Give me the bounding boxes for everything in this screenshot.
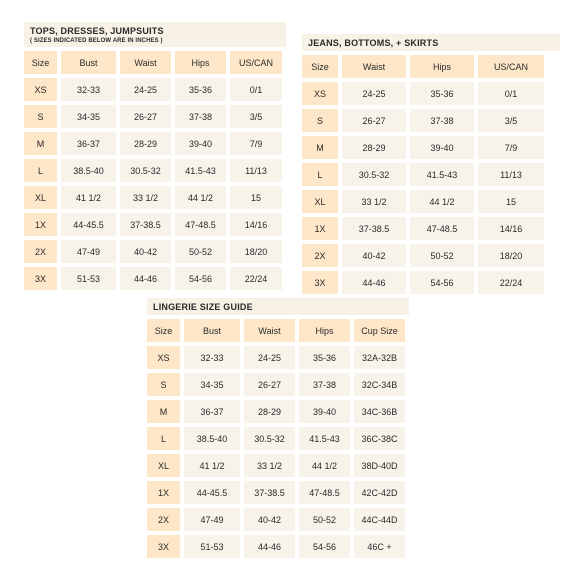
lingerie-table-cell: 32A-32B <box>354 346 405 369</box>
tops-table-cell: 18/20 <box>230 240 282 263</box>
jeans-table-cell: 40-42 <box>342 244 406 267</box>
lingerie-table-cell: 40-42 <box>244 508 295 531</box>
tops-header-cell: US/CAN <box>230 51 282 74</box>
tops-header-cell: Size <box>24 51 57 74</box>
tops-size-label: XL <box>24 186 57 209</box>
jeans-table-cell: 37-38.5 <box>342 217 406 240</box>
jeans-header-cell: Size <box>302 55 338 78</box>
lingerie-header-cell: Size <box>147 319 180 342</box>
jeans-table-cell: 54-56 <box>410 271 474 294</box>
lingerie-table-cell: 51-53 <box>184 535 240 558</box>
lingerie-table-title <box>147 298 409 315</box>
jeans-table-cell: 11/13 <box>478 163 544 186</box>
tops-table-cell: 44-45.5 <box>61 213 116 236</box>
lingerie-size-label: M <box>147 400 180 423</box>
tops-size-label: L <box>24 159 57 182</box>
jeans-size-label: S <box>302 109 338 132</box>
lingerie-table-cell: 36C-38C <box>354 427 405 450</box>
lingerie-table-cell: 38D-40D <box>354 454 405 477</box>
lingerie-table-cell: 28-29 <box>244 400 295 423</box>
tops-table-cell: 14/16 <box>230 213 282 236</box>
lingerie-table-cell: 35-36 <box>299 346 350 369</box>
tops-subtitle: ( SIZES INDICATED BELOW ARE IN INCHES ) <box>30 38 163 44</box>
lingerie-table-cell: 44-45.5 <box>184 481 240 504</box>
lingerie-table-cell: 44C-44D <box>354 508 405 531</box>
lingerie-size-label: S <box>147 373 180 396</box>
jeans-table-cell: 30.5-32 <box>342 163 406 186</box>
lingerie-table-cell: 41.5-43 <box>299 427 350 450</box>
jeans-table-cell: 37-38 <box>410 109 474 132</box>
lingerie-table-cell: 32C-34B <box>354 373 405 396</box>
lingerie-size-label: 2X <box>147 508 180 531</box>
tops-table-title <box>24 22 286 47</box>
tops-table-cell: 32-33 <box>61 78 116 101</box>
lingerie-table-cell: 36-37 <box>184 400 240 423</box>
jeans-size-label: XL <box>302 190 338 213</box>
jeans-table-cell: 14/16 <box>478 217 544 240</box>
tops-table-cell: 15 <box>230 186 282 209</box>
jeans-size-label: 3X <box>302 271 338 294</box>
jeans-table-cell: 15 <box>478 190 544 213</box>
lingerie-header-cell: Cup Size <box>354 319 405 342</box>
lingerie-header-cell: Hips <box>299 319 350 342</box>
lingerie-size-label: XL <box>147 454 180 477</box>
tops-table-cell: 26-27 <box>120 105 171 128</box>
lingerie-table-cell: 33 1/2 <box>244 454 295 477</box>
jeans-table-cell: 47-48.5 <box>410 217 474 240</box>
tops-table-cell: 0/1 <box>230 78 282 101</box>
jeans-size-table <box>302 34 560 294</box>
lingerie-table-cell: 38.5-40 <box>184 427 240 450</box>
lingerie-table-cell: 42C-42D <box>354 481 405 504</box>
jeans-table-cell: 50-52 <box>410 244 474 267</box>
tops-table-cell: 41 1/2 <box>61 186 116 209</box>
jeans-size-label: L <box>302 163 338 186</box>
lingerie-table-cell: 37-38 <box>299 373 350 396</box>
jeans-header-cell: US/CAN <box>478 55 544 78</box>
lingerie-table-cell: 34C-36B <box>354 400 405 423</box>
jeans-table-cell: 41.5-43 <box>410 163 474 186</box>
tops-table-cell: 3/5 <box>230 105 282 128</box>
tops-table-cell: 22/24 <box>230 267 282 290</box>
lingerie-table-cell: 54-56 <box>299 535 350 558</box>
tops-size-label: M <box>24 132 57 155</box>
jeans-table-cell: 22/24 <box>478 271 544 294</box>
lingerie-table-cell: 34-35 <box>184 373 240 396</box>
jeans-grid <box>302 55 560 294</box>
jeans-table-cell: 3/5 <box>478 109 544 132</box>
lingerie-header-cell: Waist <box>244 319 295 342</box>
tops-table-cell: 47-49 <box>61 240 116 263</box>
tops-table-cell: 30.5-32 <box>120 159 171 182</box>
tops-table-cell: 11/13 <box>230 159 282 182</box>
jeans-table-cell: 35-36 <box>410 82 474 105</box>
lingerie-table-cell: 39-40 <box>299 400 350 423</box>
tops-title-text: TOPS, DRESSES, JUMPSUITS <box>30 26 164 36</box>
lingerie-table-cell: 32-33 <box>184 346 240 369</box>
tops-table-cell: 36-37 <box>61 132 116 155</box>
tops-table-cell: 40-42 <box>120 240 171 263</box>
tops-table-cell: 24-25 <box>120 78 171 101</box>
lingerie-size-label: XS <box>147 346 180 369</box>
lingerie-table-cell: 30.5-32 <box>244 427 295 450</box>
tops-header-cell: Waist <box>120 51 171 74</box>
tops-grid <box>24 51 286 290</box>
jeans-table-cell: 7/9 <box>478 136 544 159</box>
tops-header-cell: Hips <box>175 51 226 74</box>
tops-table-cell: 38.5-40 <box>61 159 116 182</box>
tops-size-label: 1X <box>24 213 57 236</box>
tops-table-cell: 41.5-43 <box>175 159 226 182</box>
tops-size-label: 3X <box>24 267 57 290</box>
lingerie-size-label: L <box>147 427 180 450</box>
tops-table-cell: 39-40 <box>175 132 226 155</box>
tops-table-cell: 44-46 <box>120 267 171 290</box>
tops-size-label: S <box>24 105 57 128</box>
jeans-table-cell: 44 1/2 <box>410 190 474 213</box>
tops-table-cell: 33 1/2 <box>120 186 171 209</box>
tops-table-cell: 28-29 <box>120 132 171 155</box>
lingerie-table-cell: 47-49 <box>184 508 240 531</box>
lingerie-table-cell: 37-38.5 <box>244 481 295 504</box>
lingerie-table-cell: 47-48.5 <box>299 481 350 504</box>
jeans-table-cell: 33 1/2 <box>342 190 406 213</box>
tops-table-cell: 35-36 <box>175 78 226 101</box>
jeans-header-cell: Waist <box>342 55 406 78</box>
lingerie-table-cell: 41 1/2 <box>184 454 240 477</box>
lingerie-table-cell: 24-25 <box>244 346 295 369</box>
jeans-title-text: JEANS, BOTTOMS, + SKIRTS <box>308 38 439 48</box>
tops-table-cell: 37-38 <box>175 105 226 128</box>
jeans-table-cell: 28-29 <box>342 136 406 159</box>
tops-size-label: XS <box>24 78 57 101</box>
tops-table-cell: 37-38.5 <box>120 213 171 236</box>
lingerie-table-cell: 50-52 <box>299 508 350 531</box>
tops-table-cell: 34-35 <box>61 105 116 128</box>
jeans-table-cell: 26-27 <box>342 109 406 132</box>
jeans-table-cell: 0/1 <box>478 82 544 105</box>
tops-size-label: 2X <box>24 240 57 263</box>
lingerie-title-text: LINGERIE SIZE GUIDE <box>153 302 253 312</box>
jeans-table-cell: 39-40 <box>410 136 474 159</box>
lingerie-table-cell: 44-46 <box>244 535 295 558</box>
lingerie-table-cell: 44 1/2 <box>299 454 350 477</box>
tops-table-cell: 51-53 <box>61 267 116 290</box>
jeans-table-title <box>302 34 560 51</box>
jeans-table-cell: 44-46 <box>342 271 406 294</box>
tops-header-cell: Bust <box>61 51 116 74</box>
lingerie-header-cell: Bust <box>184 319 240 342</box>
lingerie-table-cell: 46C + <box>354 535 405 558</box>
jeans-size-label: 1X <box>302 217 338 240</box>
jeans-table-cell: 24-25 <box>342 82 406 105</box>
lingerie-size-label: 1X <box>147 481 180 504</box>
lingerie-size-table <box>147 298 409 558</box>
tops-table-cell: 7/9 <box>230 132 282 155</box>
tops-size-table <box>24 22 286 290</box>
jeans-size-label: XS <box>302 82 338 105</box>
tops-table-cell: 54-56 <box>175 267 226 290</box>
jeans-size-label: 2X <box>302 244 338 267</box>
jeans-header-cell: Hips <box>410 55 474 78</box>
tops-table-cell: 44 1/2 <box>175 186 226 209</box>
lingerie-grid <box>147 319 409 558</box>
lingerie-size-label: 3X <box>147 535 180 558</box>
jeans-table-cell: 18/20 <box>478 244 544 267</box>
jeans-size-label: M <box>302 136 338 159</box>
lingerie-table-cell: 26-27 <box>244 373 295 396</box>
tops-table-cell: 47-48.5 <box>175 213 226 236</box>
tops-table-cell: 50-52 <box>175 240 226 263</box>
